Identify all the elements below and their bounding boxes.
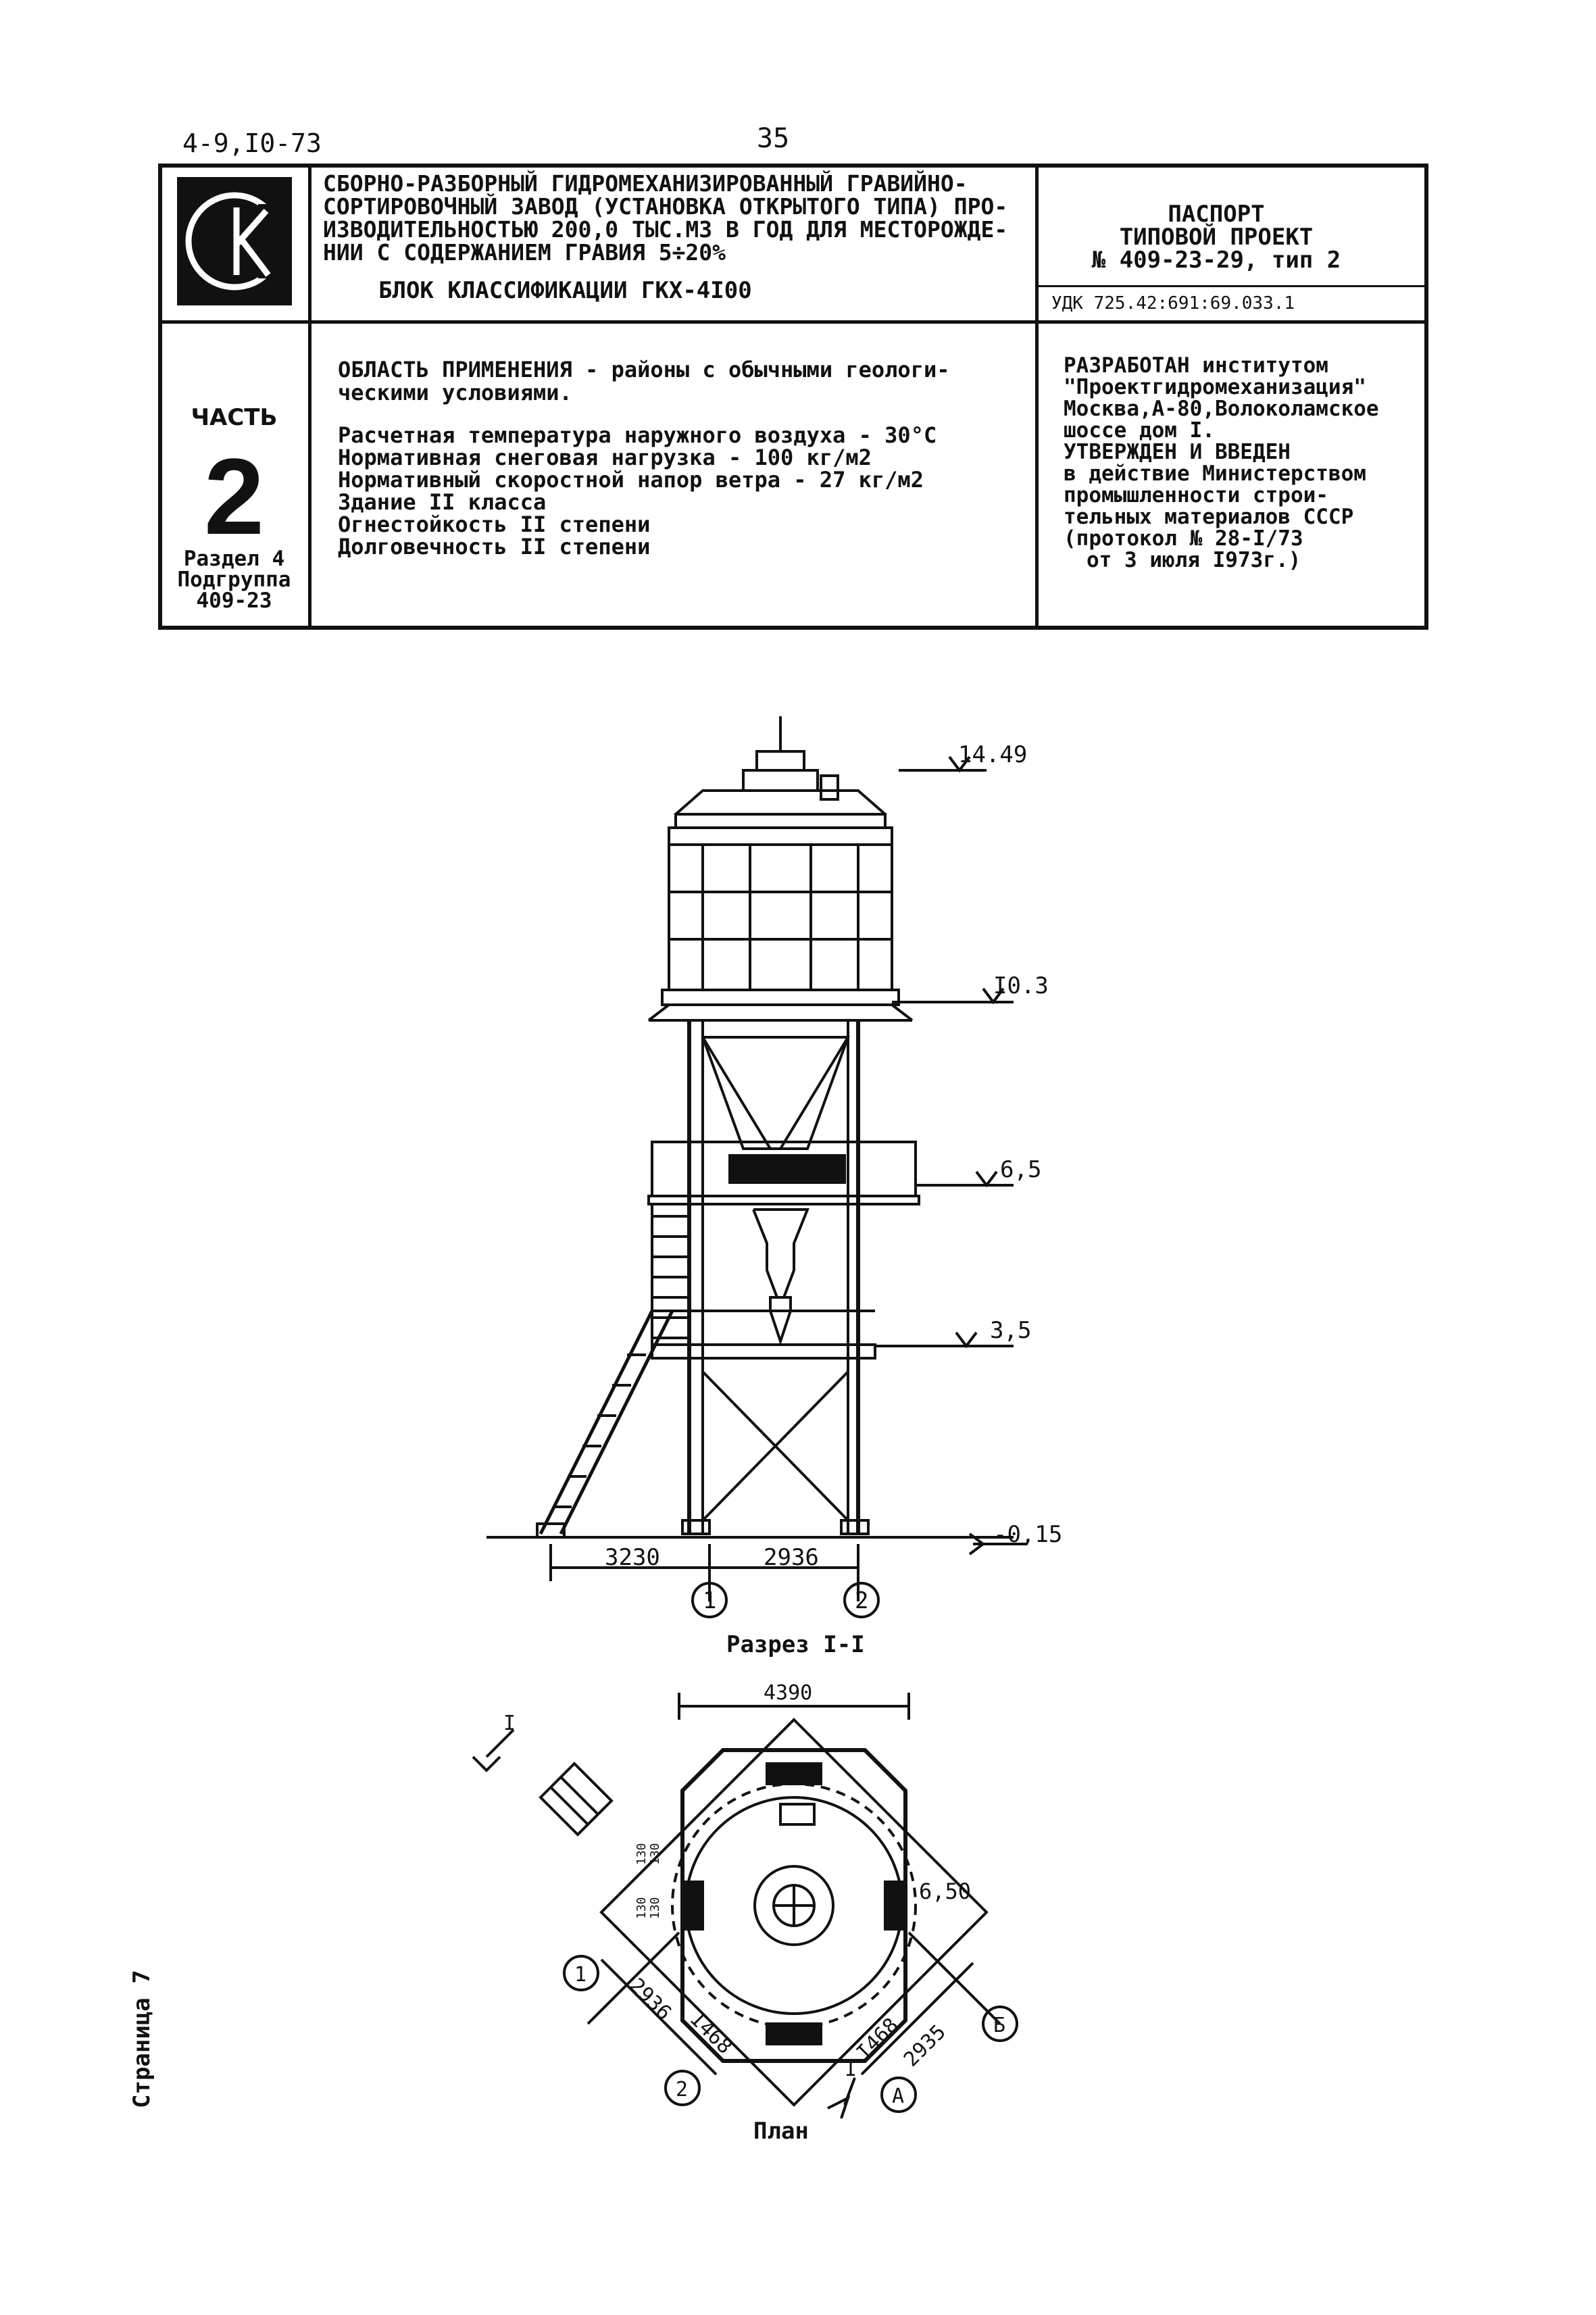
plan-small-dim-4: 130 (648, 1897, 662, 1919)
elevation-3-5: 3,5 (990, 1317, 1032, 1344)
plan-small-dim-2: 130 (648, 1843, 662, 1865)
page-number: 35 (757, 123, 790, 154)
plan-dimension-2936: 2936 (624, 1973, 676, 2025)
document-code: 4-9,I0-73 (182, 128, 322, 158)
part-number: 2 (204, 436, 264, 557)
spec-durability: Долговечность II степени (338, 534, 651, 559)
section-info: Раздел 4 Подгруппа 409-23 (177, 547, 291, 613)
platform-3-5 (652, 1345, 875, 1358)
spec-fire-resistance: Огнестойкость II степени (338, 512, 651, 537)
plan-dimension-1468-left: I468 (685, 2007, 737, 2059)
plan-dimension-1468-right: I468 (851, 2013, 903, 2065)
dimension-3230: 3230 (605, 1544, 660, 1571)
elevation-14-49: 14.49 (958, 741, 1028, 768)
elevation-10-3: I0.3 (993, 972, 1049, 999)
elevation-6-5: 6,5 (1000, 1156, 1042, 1183)
application-area: ОБЛАСТЬ ПРИМЕНЕНИЯ - районы с обычными геологи- ческими условиями. (338, 357, 950, 405)
plan-axis-1: 1 (574, 1963, 587, 1987)
plan-title: План (753, 2118, 809, 2145)
side-page-label: Страница 7 (128, 1970, 155, 2108)
plan-dimension-4390: 4390 (764, 1681, 813, 1705)
dimension-2936: 2936 (764, 1544, 819, 1571)
section-marker-bottom: I (845, 2058, 857, 2081)
block-name: БЛОК КЛАССИФИКАЦИИ ГКХ-4I00 (378, 277, 752, 304)
part-label: ЧАСТЬ (191, 404, 278, 431)
axis-2-label: 2 (855, 1587, 869, 1614)
project-title: СБОРНО-РАЗБОРНЫЙ ГИДРОМЕХАНИЗИРОВАННЫЙ ГРАВИЙНО- СОРТИРОВОЧНЫЙ ЗАВОД (УСТАНОВКА ОТКРЫТОГО ТИПА) ПРО- ИЗВОДИТЕЛЬНОСТЬЮ 200,0 ТЫС.М3 В ГОД ДЛЯ МЕСТОРОЖДЕ- НИИ С СОДЕРЖАНИЕМ ГРАВИЯ 5÷20% (323, 170, 1008, 266)
plan-dimension-2935: 2935 (899, 2020, 951, 2072)
spec-building-class: Здание II класса (338, 489, 547, 515)
developer-info: РАЗРАБОТАН институтом "Проектгидромеханизация" Москва,А-80,Волоколамское шоссе дом I. УТВЕРЖДЕН И ВВЕДЕН в действие Министерством промышленности строи- тельных материалов СССР (протокол № 28-I/73 от 3 июля I973г.) (1064, 353, 1379, 572)
spec-wind-pressure: Нормативный скоростной напор ветра - 27 кг/м2 (338, 467, 924, 493)
top-vent (757, 751, 804, 770)
plan-elevation: 6,50 (919, 1878, 972, 1904)
axis-1-label: 1 (703, 1587, 717, 1614)
section-marker-top: I (503, 1712, 516, 1735)
top-vent-base (743, 770, 818, 791)
section-title: Разрез I-I (726, 1631, 865, 1658)
elevation-ground: -0,15 (993, 1521, 1063, 1548)
plan-small-dim-1: 130 (634, 1843, 649, 1865)
spec-temperature: Расчетная температура наружного воздуха - 30°С (338, 422, 937, 448)
plan-axis-2: 2 (676, 2078, 689, 2101)
spec-snow-load: Нормативная снеговая нагрузка - 100 кг/м2 (338, 445, 872, 470)
plan-axis-a: А (892, 2085, 905, 2108)
passport-heading: ПАСПОРТ ТИПОВОЙ ПРОЕКТ № 409-23-29, тип 2 (1091, 201, 1341, 274)
plan-axis-b: Б (993, 2014, 1006, 2037)
plan-small-dim-3: 130 (634, 1897, 649, 1919)
udk-code: УДК 725.42:691:69.033.1 (1051, 293, 1295, 314)
